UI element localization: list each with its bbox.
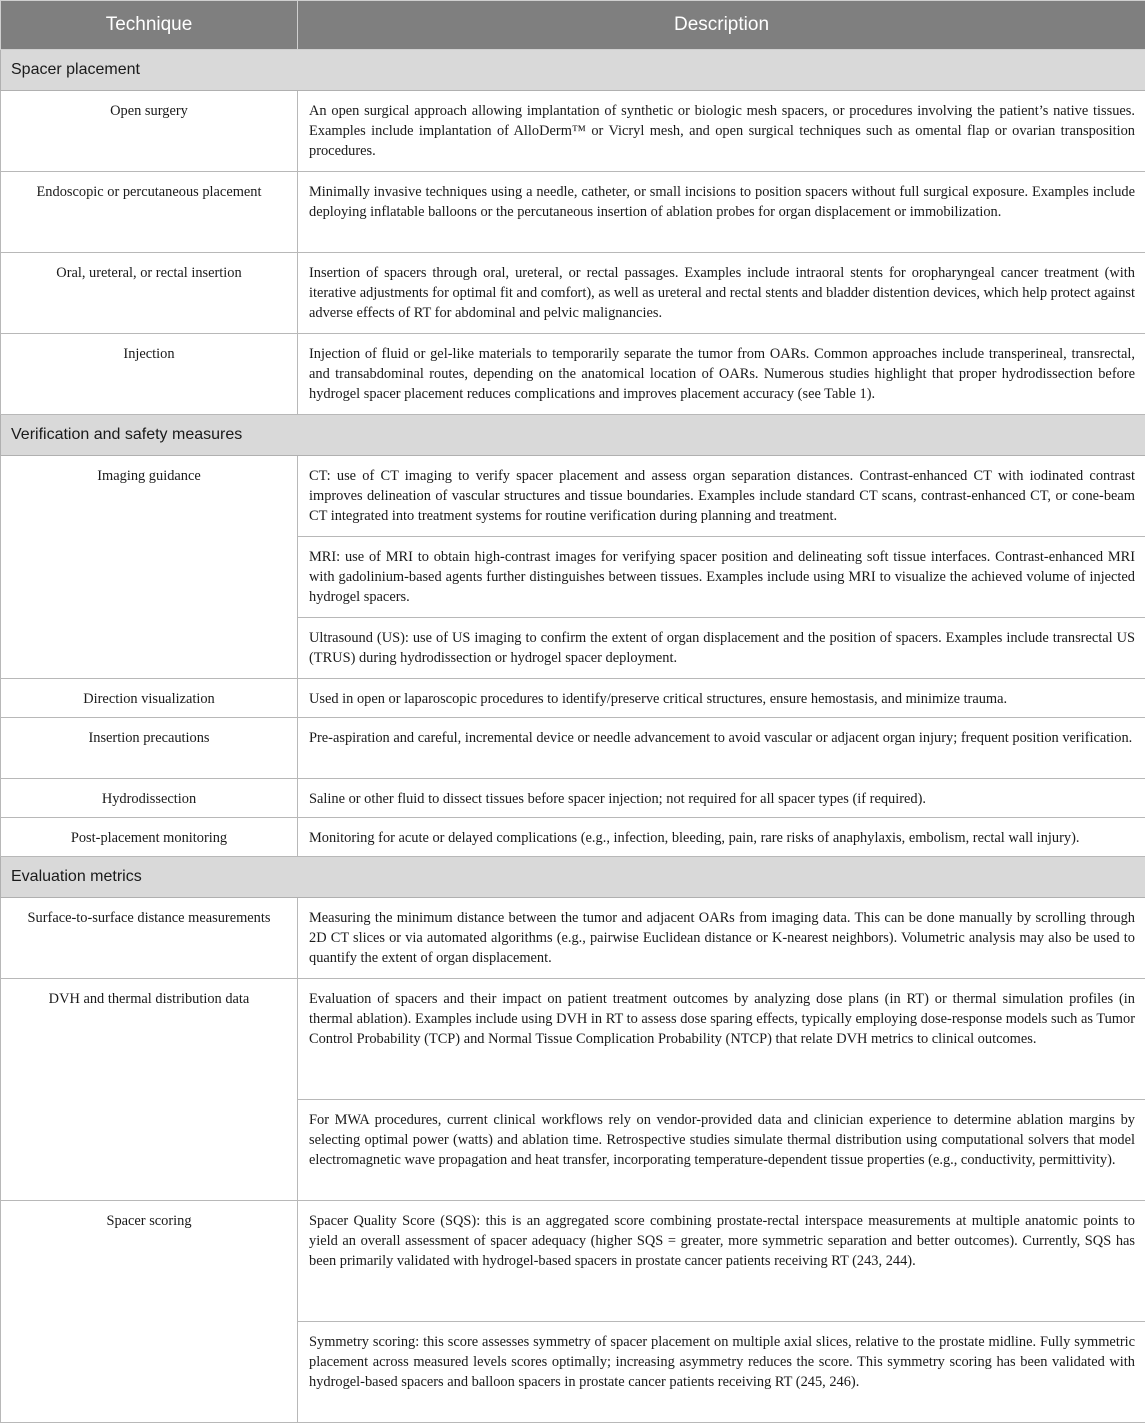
description-cell: Insertion of spacers through oral, ureteral, or rectal passages. Examples include intraoral stents for oropharyngeal cancer treatment (with iterative adjustments for optimal fit and comfort), as well as ureteral and rectal stents and bladder distention devices, which help protect against adverse effects of RT for abdominal and pelvic malignancies. bbox=[298, 253, 1145, 334]
description-cell: Used in open or laparoscopic procedures to identify/preserve critical structures, ensure hemostasis, and minimize trauma. bbox=[298, 679, 1145, 718]
header-description: Description bbox=[298, 1, 1145, 50]
description-cell: Symmetry scoring: this score assesses symmetry of spacer placement on multiple axial slices, relative to the prostate midline. Fully symmetric placement across measured levels scores optimally; increasing asymmetry reduces the score. This symmetry scoring has been validated with hydrogel-based spacers and balloon spacers in prostate cancer patients receiving RT (245, 246). bbox=[298, 1322, 1145, 1423]
table-row bbox=[1, 1201, 1145, 1322]
technique-cell: Open surgery bbox=[1, 91, 298, 172]
description-cell: Measuring the minimum distance between the tumor and adjacent OARs from imaging data. This can be done manually by scrolling through 2D CT slices or via automated algorithms (e.g., pairwise Euclidean distance or K-nearest neighbors). Volumetric analysis may also be used to quantify the extent of organ displacement. bbox=[298, 898, 1145, 979]
header-technique: Technique bbox=[1, 1, 298, 50]
table-row bbox=[1, 253, 1145, 334]
technique-cell: Surface-to-surface distance measurements bbox=[1, 898, 298, 979]
technique-cell: Oral, ureteral, or rectal insertion bbox=[1, 253, 298, 334]
technique-cell: Endoscopic or percutaneous placement bbox=[1, 172, 298, 253]
table-row bbox=[1, 679, 1145, 718]
technique-cell: Post-placement monitoring bbox=[1, 818, 298, 857]
table-row bbox=[1, 779, 1145, 818]
header-row bbox=[1, 1, 1145, 50]
table-row bbox=[1, 91, 1145, 172]
table-row bbox=[1, 456, 1145, 537]
description-cell: Spacer Quality Score (SQS): this is an aggregated score combining prostate-rectal interspace measurements at multiple anatomic points to yield an overall assessment of spacer adequacy (higher SQS = greater, more symmetric separation and better outcomes). Currently, SQS has been primarily validated with hydrogel-based spacers in prostate cancer patients receiving RT (243, 244). bbox=[298, 1201, 1145, 1322]
table-row bbox=[1, 172, 1145, 253]
technique-cell: Insertion precautions bbox=[1, 718, 298, 779]
table-row bbox=[1, 898, 1145, 979]
section-row bbox=[1, 857, 1145, 898]
description-cell: Ultrasound (US): use of US imaging to confirm the extent of organ displacement and the position of spacers. Examples include transrectal US (TRUS) during hydrodissection or hydrogel spacer deployment. bbox=[298, 618, 1145, 679]
description-cell: An open surgical approach allowing implantation of synthetic or biologic mesh spacers, or procedures involving the patient’s native tissues. Examples include implantation of AlloDerm™ or Vicryl mesh, and open surgical techniques such as omental flap or ovarian transposition procedures. bbox=[298, 91, 1145, 172]
description-cell: Pre-aspiration and careful, incremental device or needle advancement to avoid vascular or adjacent organ injury; frequent position verification. bbox=[298, 718, 1145, 779]
section-title: Verification and safety measures bbox=[1, 415, 1145, 456]
description-cell: Monitoring for acute or delayed complications (e.g., infection, bleeding, pain, rare risks of anaphylaxis, embolism, rectal wall injury). bbox=[298, 818, 1145, 857]
section-title: Evaluation metrics bbox=[1, 857, 1145, 898]
section-row bbox=[1, 50, 1145, 91]
description-cell: Saline or other fluid to dissect tissues before spacer injection; not required for all spacer types (if required). bbox=[298, 779, 1145, 818]
table-body bbox=[1, 50, 1145, 1423]
description-cell: Minimally invasive techniques using a needle, catheter, or small incisions to position spacers without full surgical exposure. Examples include deploying inflatable balloons or the percutaneous insertion of ablation probes for organ displacement or immobilization. bbox=[298, 172, 1145, 253]
table-row bbox=[1, 818, 1145, 857]
description-cell: CT: use of CT imaging to verify spacer placement and assess organ separation distances. Contrast-enhanced CT with iodinated contrast improves delineation of vascular structures and tissue boundaries. Examples include standard CT scans, contrast-enhanced CT, or cone-beam CT integrated into treatment systems for routine verification during planning and treatment. bbox=[298, 456, 1145, 537]
section-title: Spacer placement bbox=[1, 50, 1145, 91]
technique-cell: Spacer scoring bbox=[1, 1201, 298, 1423]
table-row bbox=[1, 718, 1145, 779]
description-cell: Evaluation of spacers and their impact on patient treatment outcomes by analyzing dose plans (in RT) or thermal simulation profiles (in thermal ablation). Examples include using DVH in RT to assess dose sparing effects, typically employing dose-response models such as Tumor Control Probability (TCP) and Normal Tissue Complication Probability (NTCP) that relate DVH metrics to clinical outcomes. bbox=[298, 979, 1145, 1100]
technique-cell: DVH and thermal distribution data bbox=[1, 979, 298, 1201]
section-row bbox=[1, 415, 1145, 456]
technique-cell: Injection bbox=[1, 334, 298, 415]
table-row bbox=[1, 334, 1145, 415]
description-cell: For MWA procedures, current clinical workflows rely on vendor-provided data and clinician experience to determine ablation margins by selecting optimal power (watts) and ablation time. Retrospective studies simulate thermal distribution using computational solvers that model electromagnetic wave propagation and heat transfer, incorporating temperature-dependent tissue properties (e.g., conductivity, permittivity). bbox=[298, 1100, 1145, 1201]
description-cell: Injection of fluid or gel-like materials to temporarily separate the tumor from OARs. Common approaches include transperineal, transrectal, and transabdominal routes, depending on the anatomical location of OARs. Numerous studies highlight that proper hydrodissection before hydrogel spacer placement reduces complications and improves placement accuracy (see Table 1). bbox=[298, 334, 1145, 415]
technique-cell: Hydrodissection bbox=[1, 779, 298, 818]
table-row bbox=[1, 979, 1145, 1100]
technique-cell: Imaging guidance bbox=[1, 456, 298, 679]
description-cell: MRI: use of MRI to obtain high-contrast images for verifying spacer position and delineating soft tissue interfaces. Contrast-enhanced MRI with gadolinium-based agents further distinguishes between tissues. Examples include using MRI to visualize the achieved volume of injected hydrogel spacers. bbox=[298, 537, 1145, 618]
technique-cell: Direction visualization bbox=[1, 679, 298, 718]
